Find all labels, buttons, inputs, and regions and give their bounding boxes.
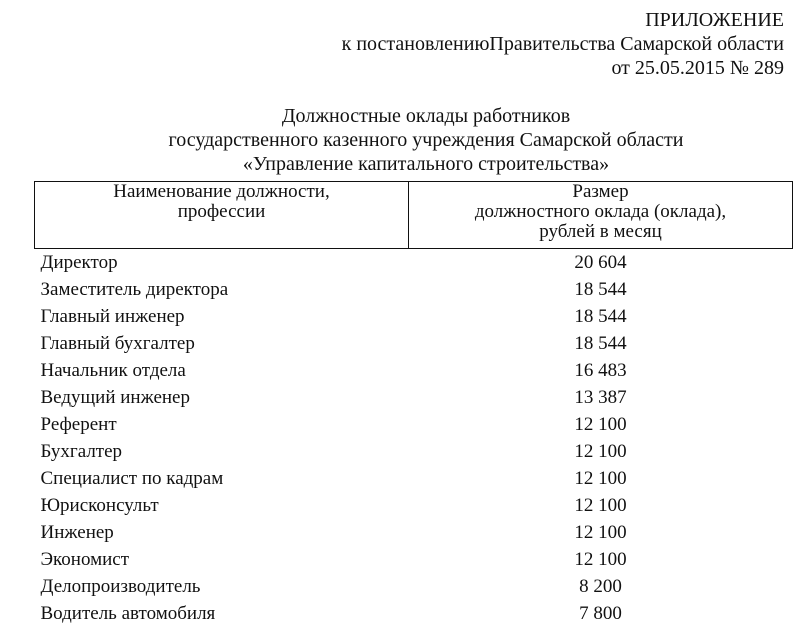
position-cell: Юрисконсульт [40, 495, 159, 516]
table-row [35, 330, 793, 357]
salary-cell: 18 544 [574, 279, 627, 300]
position-cell: Начальник отдела [40, 360, 186, 381]
table-row [35, 573, 793, 600]
document-title [0, 104, 800, 176]
salary-cell: 12 100 [574, 549, 627, 570]
table-row [35, 600, 793, 627]
position-cell: Бухгалтер [40, 441, 123, 462]
table-row [35, 249, 793, 277]
table-row [35, 519, 793, 546]
salary-cell: 12 100 [574, 414, 627, 435]
salary-cell: 13 387 [574, 387, 627, 408]
salary-cell: 8 200 [579, 576, 622, 597]
table-row [35, 411, 793, 438]
column-header-salary: Размер должностного оклада (оклада), рублей в месяц [409, 182, 793, 249]
title-line-2: государственного казенного учреждения Самарской области [168, 129, 684, 151]
position-cell: Ведущий инженер [40, 387, 190, 408]
salary-cell: 12 100 [574, 522, 627, 543]
appendix-label: ПРИЛОЖЕНИЕ [645, 9, 784, 31]
salary-cell: 16 483 [574, 360, 627, 381]
resolution-date-number: от 25.05.2015 № 289 [611, 57, 784, 79]
salary-table [34, 181, 793, 627]
title-line-3: «Управление капитального строительства» [242, 153, 610, 175]
position-cell: Главный бухгалтер [40, 333, 195, 354]
position-cell: Специалист по кадрам [40, 468, 224, 489]
appendix-header [342, 8, 784, 80]
position-cell: Заместитель директора [40, 279, 229, 300]
table-row [35, 546, 793, 573]
position-cell: Главный инженер [40, 306, 185, 327]
table-row [35, 492, 793, 519]
table-row [35, 303, 793, 330]
title-line-1: Должностные оклады работников [281, 105, 571, 127]
table-row [35, 384, 793, 411]
position-cell: Водитель автомобиля [40, 603, 216, 624]
salary-cell: 12 100 [574, 495, 627, 516]
table-row [35, 357, 793, 384]
resolution-reference: к постановлениюПравительства Самарской области [341, 33, 784, 55]
position-cell: Директор [40, 252, 118, 273]
salary-cell: 7 800 [579, 603, 622, 624]
position-cell: Инженер [40, 522, 114, 543]
salary-cell: 18 544 [574, 333, 627, 354]
salary-cell: 12 100 [574, 441, 627, 462]
position-cell: Делопроизводитель [40, 576, 201, 597]
table-row [35, 276, 793, 303]
salary-cell: 18 544 [574, 306, 627, 327]
column-header-position: Наименование должности, профессии [35, 182, 409, 249]
salary-cell: 20 604 [574, 252, 627, 273]
table-row [35, 438, 793, 465]
position-cell: Экономист [40, 549, 130, 570]
table-header-row [35, 182, 793, 249]
salary-cell: 12 100 [574, 468, 627, 489]
position-cell: Референт [40, 414, 117, 435]
table-row [35, 465, 793, 492]
